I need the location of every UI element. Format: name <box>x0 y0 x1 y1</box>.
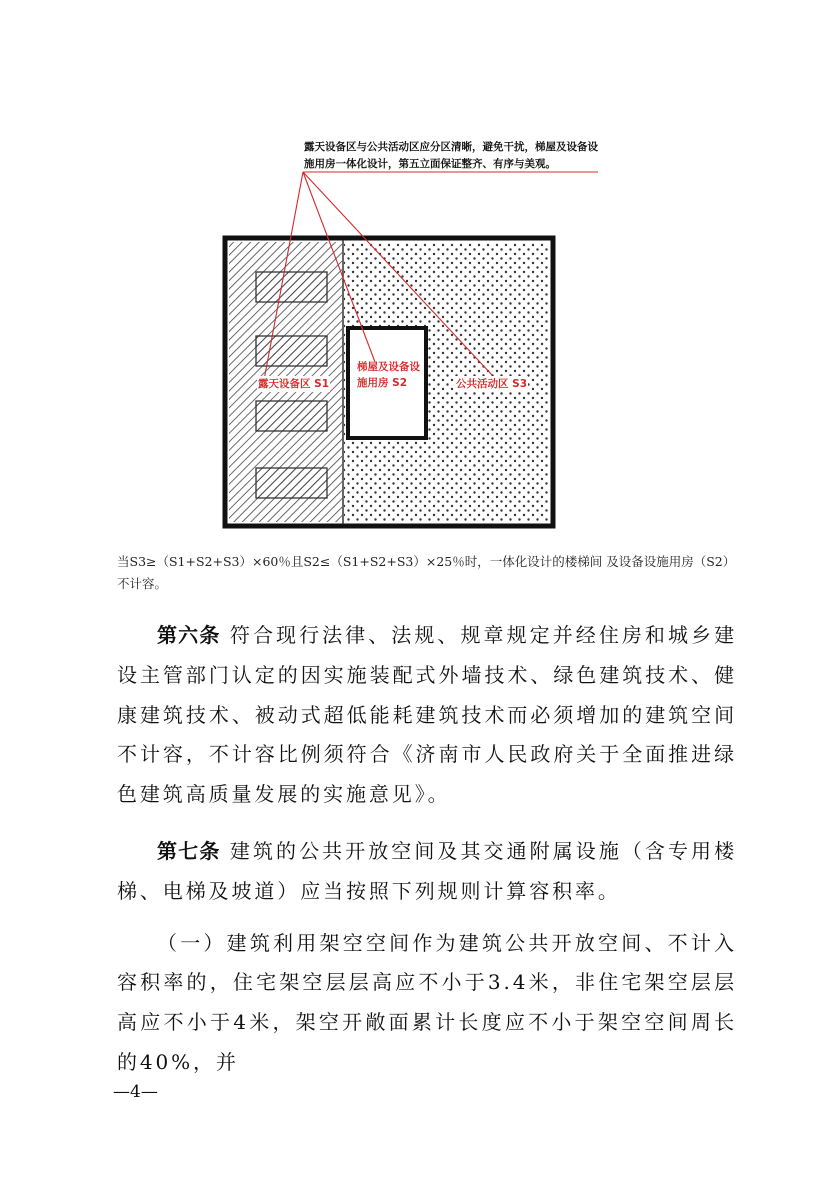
body-text <box>117 616 737 1083</box>
rooftop-diagram <box>0 0 832 540</box>
article-7-heading: 第七条 <box>157 838 221 863</box>
article-7 <box>117 832 737 912</box>
article-7-item-1: （一）建筑利用架空空间作为建筑公共开放空间、不计入容积率的，住宅架空层层高应不小于3.4米，非住宅架空层层高应不小于4米，架空开敞面累计长度应不小于架空空间周长的40%，并 <box>117 930 737 1074</box>
callout-note: 露天设备区与公共活动区应分区清晰，避免干扰，梯屋及设备设施用房一体化设计，第五立面保证整齐、有序与美观。 <box>304 141 598 170</box>
equipment-box <box>256 336 327 366</box>
article-7-text: 建筑的公共开放空间及其交通附属设施（含专用楼梯、电梯及坡道）应当按照下列规则计算容积率。 <box>117 838 738 903</box>
rooftop-layout-figure <box>0 0 832 540</box>
article-6 <box>117 616 737 815</box>
article-6-text: 符合现行法律、法规、规章规定并经住房和城乡建设主管部门认定的因实施装配式外墙技术、绿色建筑技术、健康建筑技术、被动式超低能耗建筑技术而必须增加的建筑空间不计容，不计容比例须符合《济南市人民政府关于全面推进绿色建筑高质量发展的实施意见》。 <box>117 623 738 807</box>
equipment-box <box>256 272 327 302</box>
label-s2: 梯屋及设备设施用房 S2 <box>357 361 420 389</box>
equipment-box <box>256 468 327 498</box>
label-s3: 公共活动区 S3 <box>456 378 528 390</box>
page-number: —4— <box>113 1082 158 1102</box>
figure-caption: 当S3≥（S1+S2+S3）×60％且S2≤（S1+S2+S3）×25％时，一体化设计的楼梯间 及设备设施用房（S2）不计容。 <box>117 554 736 591</box>
label-s1: 露天设备区 S1 <box>258 378 330 390</box>
article-6-heading: 第六条 <box>157 623 221 647</box>
equipment-box <box>256 401 327 431</box>
